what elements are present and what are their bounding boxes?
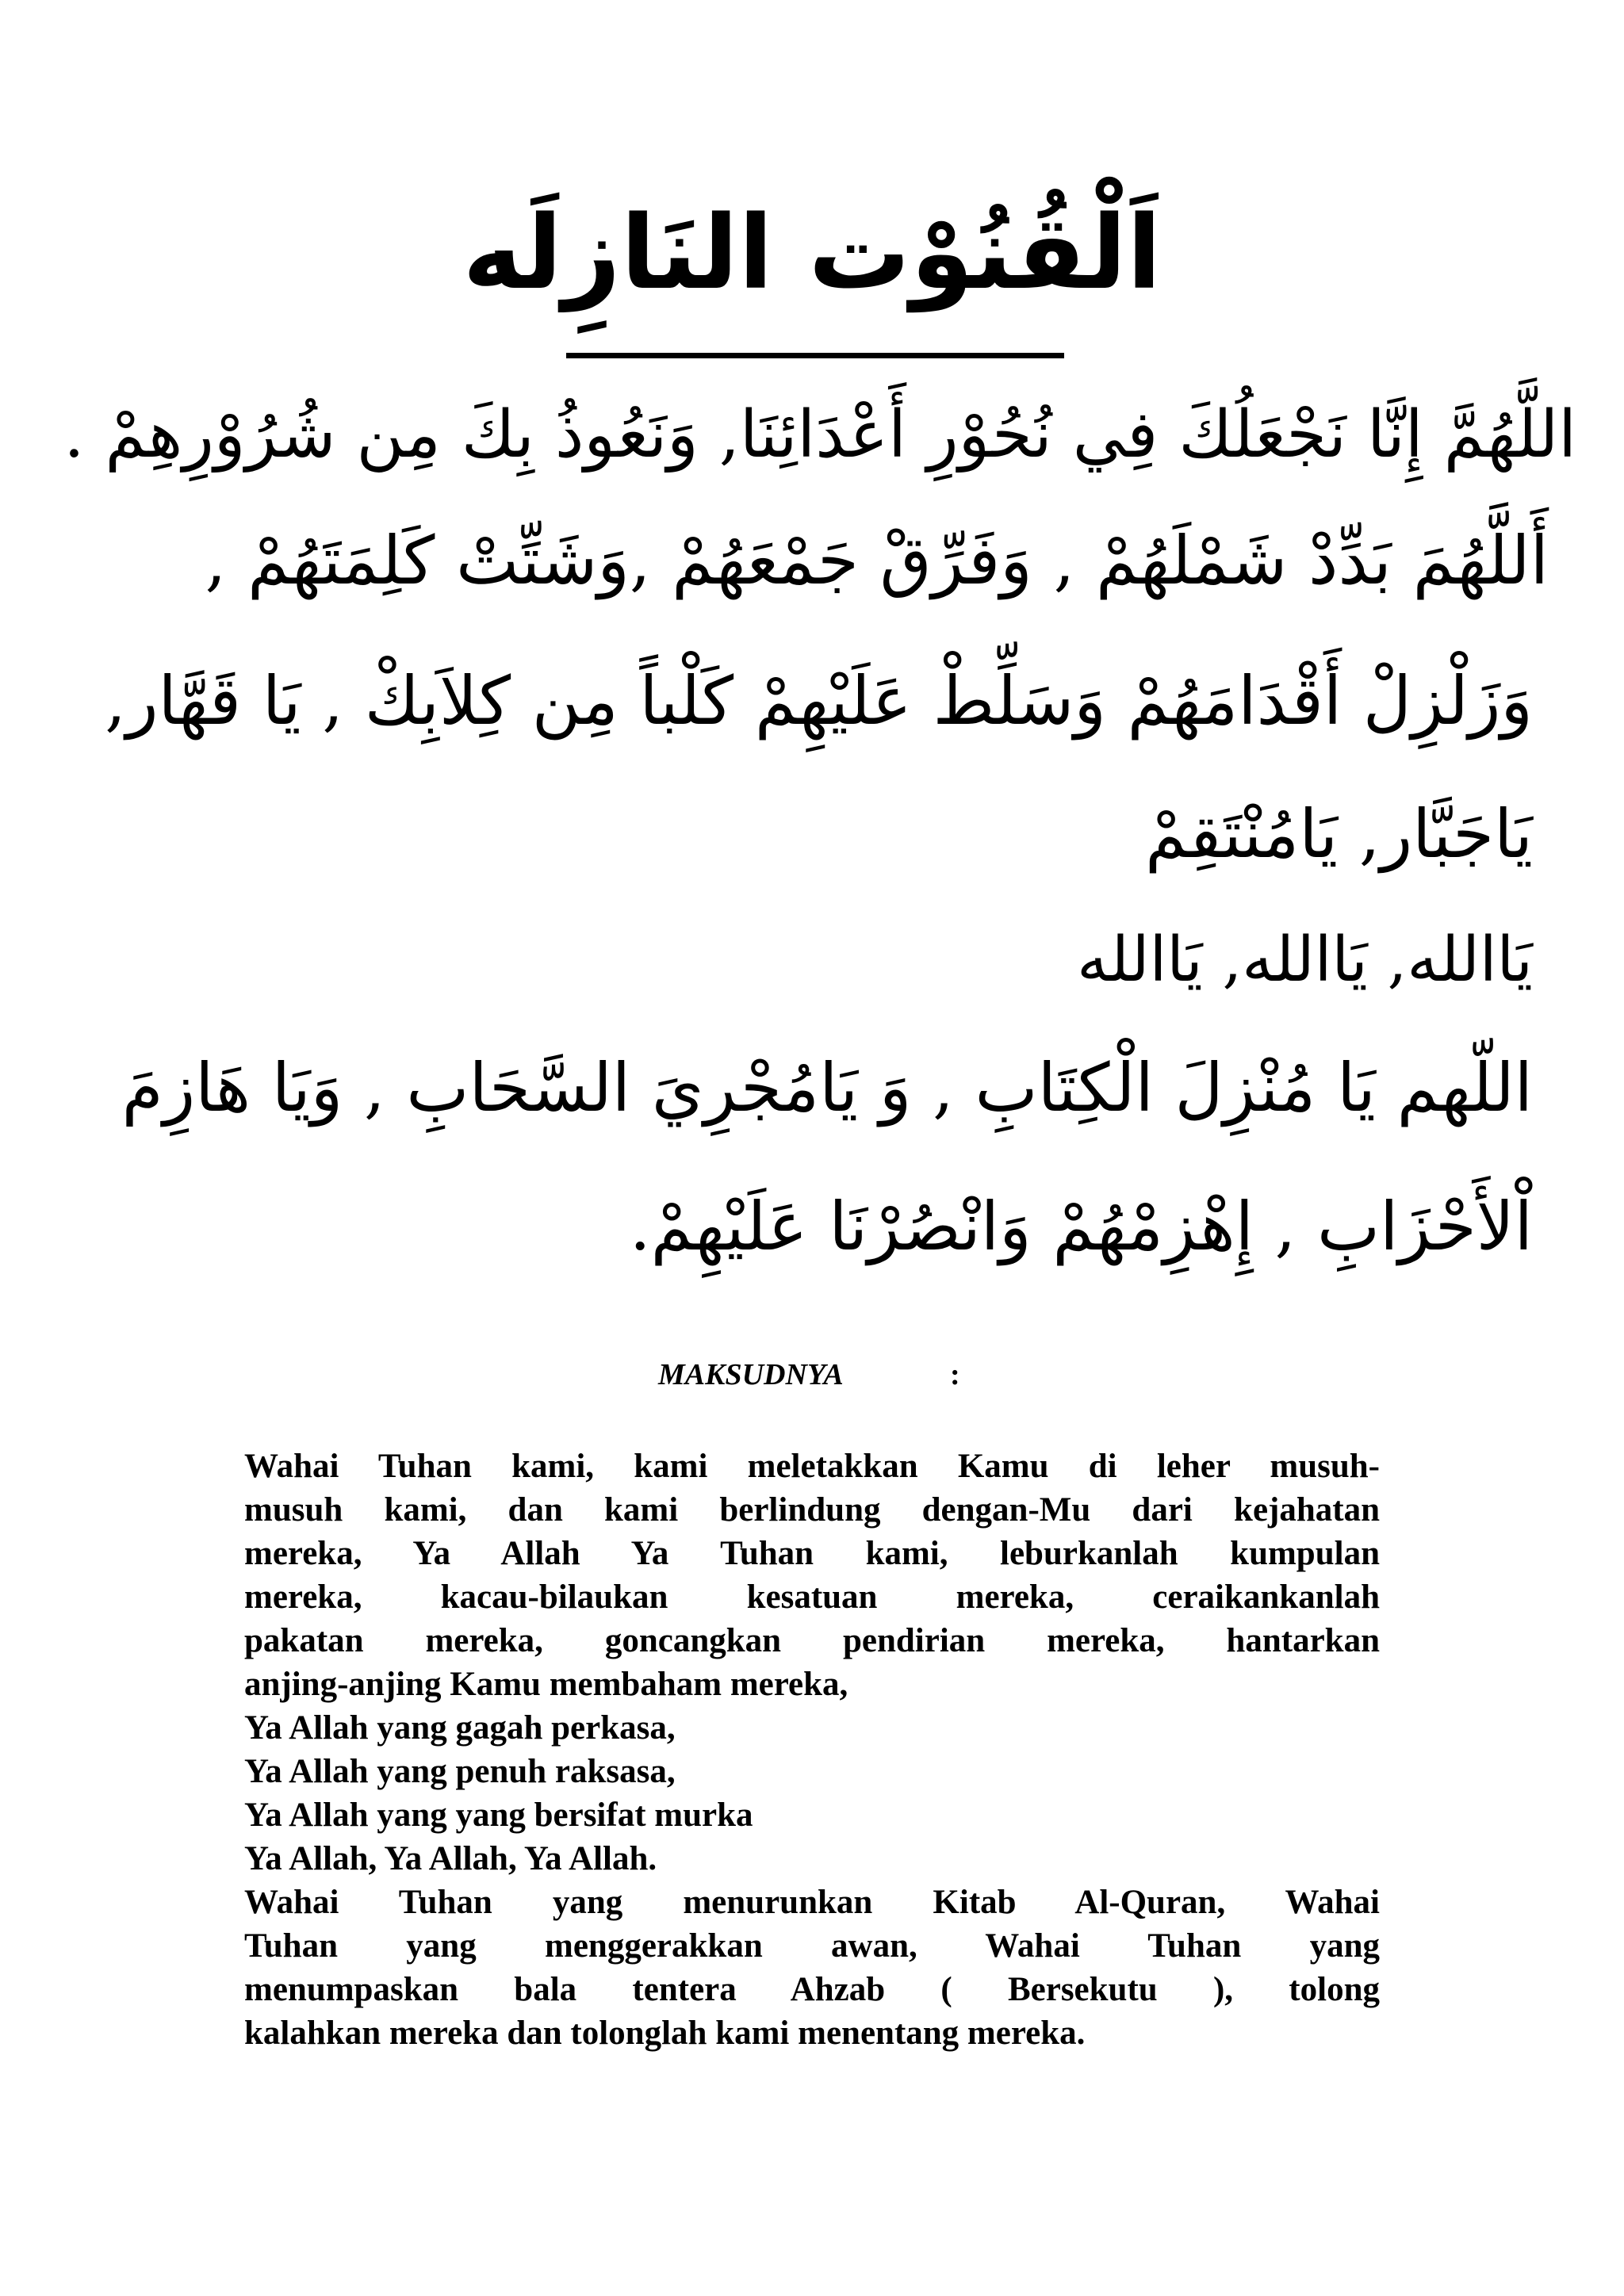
dua-line-3: وَزَلْزِلْ أَقْدَامَهُمْ وَسَلِّطْ عَلَيْهِمْ كَلْباً مِن كِلاَبِكْ , يَا قَهَّار, <box>105 662 1533 740</box>
translation-line: Ya Allah yang yang bersifat murka <box>244 1797 753 1834</box>
translation-line: Ya Allah yang penuh raksasa, <box>244 1753 676 1790</box>
translation-line: menumpaskan bala tentera Ahzab ( Bersekutu ), tolong <box>244 1971 1380 2008</box>
maksud-label: MAKSUDNYA <box>658 1358 844 1391</box>
translation-paragraph <box>244 1445 1380 2055</box>
dua-line-6: اللّهم يَا مُنْزِلَ الْكِتَابِ , وَ يَامُجْرِيَ السَّحَابِ , وَيَا هَازِمَ <box>121 1049 1533 1127</box>
translation-line: Ya Allah, Ya Allah, Ya Allah. <box>244 1840 657 1877</box>
title-underline <box>566 353 1064 358</box>
translation-line: musuh kami, dan kami berlindung dengan-Mu dari kejahatan <box>244 1491 1380 1529</box>
translation-line: Tuhan yang menggerakkan awan, Wahai Tuhan yang <box>244 1927 1380 1965</box>
dua-line-2: أَللَّهُمَ بَدِّدْ شَمْلَهُمْ , وَفَرِّقْ جَمْعَهُمْ ,وَشَتِّتْ كَلِمَتَهُمْ , <box>205 522 1549 599</box>
dua-line-7: اْلأَحْزَابِ , إِهْزِمْهُمْ وَانْصُرْنَا عَلَيْهِمْ. <box>629 1188 1533 1265</box>
translation-line: Ya Allah yang gagah perkasa, <box>244 1709 676 1747</box>
maksud-colon: : <box>950 1358 960 1391</box>
translation-line: mereka, kacau-bilaukan kesatuan mereka, ceraikankanlah <box>244 1578 1380 1616</box>
translation-line: kalahkan mereka dan tolonglah kami menentang mereka. <box>244 2015 1086 2052</box>
dua-line-5: يَاالله, يَاالله, يَاالله <box>1077 924 1533 996</box>
translation-line: mereka, Ya Allah Ya Tuhan kami, leburkanlah kumpulan <box>244 1535 1380 1572</box>
translation-line: anjing-anjing Kamu membaham mereka, <box>244 1666 848 1703</box>
translation-line: pakatan mereka, goncangkan pendirian mereka, hantarkan <box>244 1622 1380 1659</box>
translation-line: Wahai Tuhan kami, kami meletakkan Kamu di leher musuh- <box>244 1448 1380 1485</box>
translation-line: Wahai Tuhan yang menurunkan Kitab Al-Quran, Wahai <box>244 1884 1380 1921</box>
dua-line-1: اللَّهُمَّ إِنَّا نَجْعَلُكَ فِي نُحُوْرِ أَعْدَائِنَا, وَنَعُوذُ بِكَ مِن شُرُوْرِهِمْ . <box>63 397 1576 473</box>
page-title: اَلْقُنُوْت النَازِلَه <box>462 193 1162 312</box>
dua-line-4: يَاجَبَّار, يَامُنْتَقِمْ <box>1145 795 1533 873</box>
